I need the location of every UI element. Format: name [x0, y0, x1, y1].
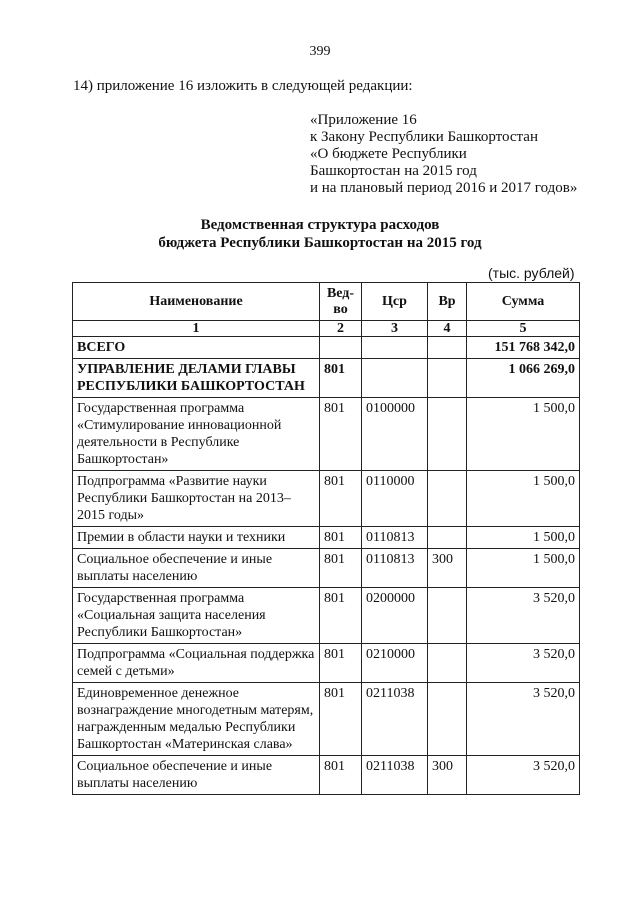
appendix-line: и на плановый период 2016 и 2017 годов»: [310, 180, 578, 196]
table-row: [73, 588, 580, 644]
column-number: 4: [428, 321, 467, 337]
row-expense-type: [428, 527, 467, 549]
header-expense-type: Вр: [428, 283, 467, 321]
document-title: [0, 216, 640, 252]
row-department: 801: [320, 471, 362, 527]
row-expense-type: [428, 359, 467, 398]
column-number: 3: [362, 321, 428, 337]
column-number: 2: [320, 321, 362, 337]
row-target-item: 0110813: [362, 549, 428, 588]
row-department: 801: [320, 398, 362, 471]
row-department: 801: [320, 549, 362, 588]
row-expense-type: 300: [428, 549, 467, 588]
row-name: Социальное обеспечение и иные выплаты населению: [73, 756, 320, 795]
row-target-item: 0110813: [362, 527, 428, 549]
row-amount: 1 500,0: [467, 549, 580, 588]
row-name: Единовременное денежное вознаграждение многодетным матерям, награжденным медалью Республики Башкортостан «Материнская слава»: [73, 683, 320, 756]
units-note: (тыс. рублей): [488, 265, 575, 281]
table-row: [73, 527, 580, 549]
row-expense-type: [428, 644, 467, 683]
row-target-item: 0210000: [362, 644, 428, 683]
row-name: Подпрограмма «Развитие науки Республики Башкортостан на 2013–2015 годы»: [73, 471, 320, 527]
row-name: Государственная программа «Социальная защита населения Республики Башкортостан»: [73, 588, 320, 644]
table-row: [73, 549, 580, 588]
column-number: 1: [73, 321, 320, 337]
row-name: Подпрограмма «Социальная поддержка семей с детьми»: [73, 644, 320, 683]
header-amount: Сумма: [467, 283, 580, 321]
table-row-total: [73, 337, 580, 359]
row-name: Премии в области науки и техники: [73, 527, 320, 549]
row-department: 801: [320, 588, 362, 644]
row-target-item: 0100000: [362, 398, 428, 471]
table-row: [73, 398, 580, 471]
row-name: ВСЕГО: [73, 337, 320, 359]
row-expense-type: 300: [428, 756, 467, 795]
row-department: 801: [320, 527, 362, 549]
row-amount: 3 520,0: [467, 644, 580, 683]
row-department: 801: [320, 644, 362, 683]
row-amount: 1 500,0: [467, 471, 580, 527]
row-name: Социальное обеспечение и иные выплаты населению: [73, 549, 320, 588]
row-expense-type: [428, 398, 467, 471]
header-row: [73, 283, 580, 321]
row-amount: 3 520,0: [467, 683, 580, 756]
row-department: 801: [320, 683, 362, 756]
table-row: [73, 683, 580, 756]
row-amount: 151 768 342,0: [467, 337, 580, 359]
row-target-item: [362, 337, 428, 359]
row-amount: 1 500,0: [467, 398, 580, 471]
row-amount: 3 520,0: [467, 756, 580, 795]
column-number-row: [73, 321, 580, 337]
appendix-line: «Приложение 16: [310, 112, 417, 128]
header-department: Вед-во: [320, 283, 362, 321]
row-expense-type: [428, 337, 467, 359]
row-target-item: 0211038: [362, 683, 428, 756]
row-amount: 1 500,0: [467, 527, 580, 549]
row-target-item: 0200000: [362, 588, 428, 644]
row-target-item: [362, 359, 428, 398]
header-name: Наименование: [73, 283, 320, 321]
expenditure-table: [72, 282, 580, 795]
row-target-item: 0211038: [362, 756, 428, 795]
row-expense-type: [428, 683, 467, 756]
row-department: [320, 337, 362, 359]
row-amount: 3 520,0: [467, 588, 580, 644]
amendment-intro: 14) приложение 16 изложить в следующей редакции:: [73, 78, 413, 94]
appendix-line: к Закону Республики Башкортостан: [310, 129, 538, 145]
column-number: 5: [467, 321, 580, 337]
row-name: УПРАВЛЕНИЕ ДЕЛАМИ ГЛАВЫ РЕСПУБЛИКИ БАШКОРТОСТАН: [73, 359, 320, 398]
row-department: 801: [320, 359, 362, 398]
row-name: Государственная программа «Стимулирование инновационной деятельности в Республике Башкортостан»: [73, 398, 320, 471]
appendix-line: Башкортостан на 2015 год: [310, 163, 477, 179]
appendix-line: «О бюджете Республики: [310, 146, 467, 162]
title-line: бюджета Республики Башкортостан на 2015 год: [158, 235, 482, 251]
row-expense-type: [428, 471, 467, 527]
appendix-reference: [310, 112, 577, 197]
table-row: [73, 756, 580, 795]
row-expense-type: [428, 588, 467, 644]
title-line: Ведомственная структура расходов: [200, 217, 440, 233]
row-target-item: 0110000: [362, 471, 428, 527]
page-number: 399: [309, 44, 331, 59]
table-row: [73, 471, 580, 527]
row-amount: 1 066 269,0: [467, 359, 580, 398]
row-department: 801: [320, 756, 362, 795]
table-row: [73, 359, 580, 398]
table-row: [73, 644, 580, 683]
header-target-item: Цср: [362, 283, 428, 321]
